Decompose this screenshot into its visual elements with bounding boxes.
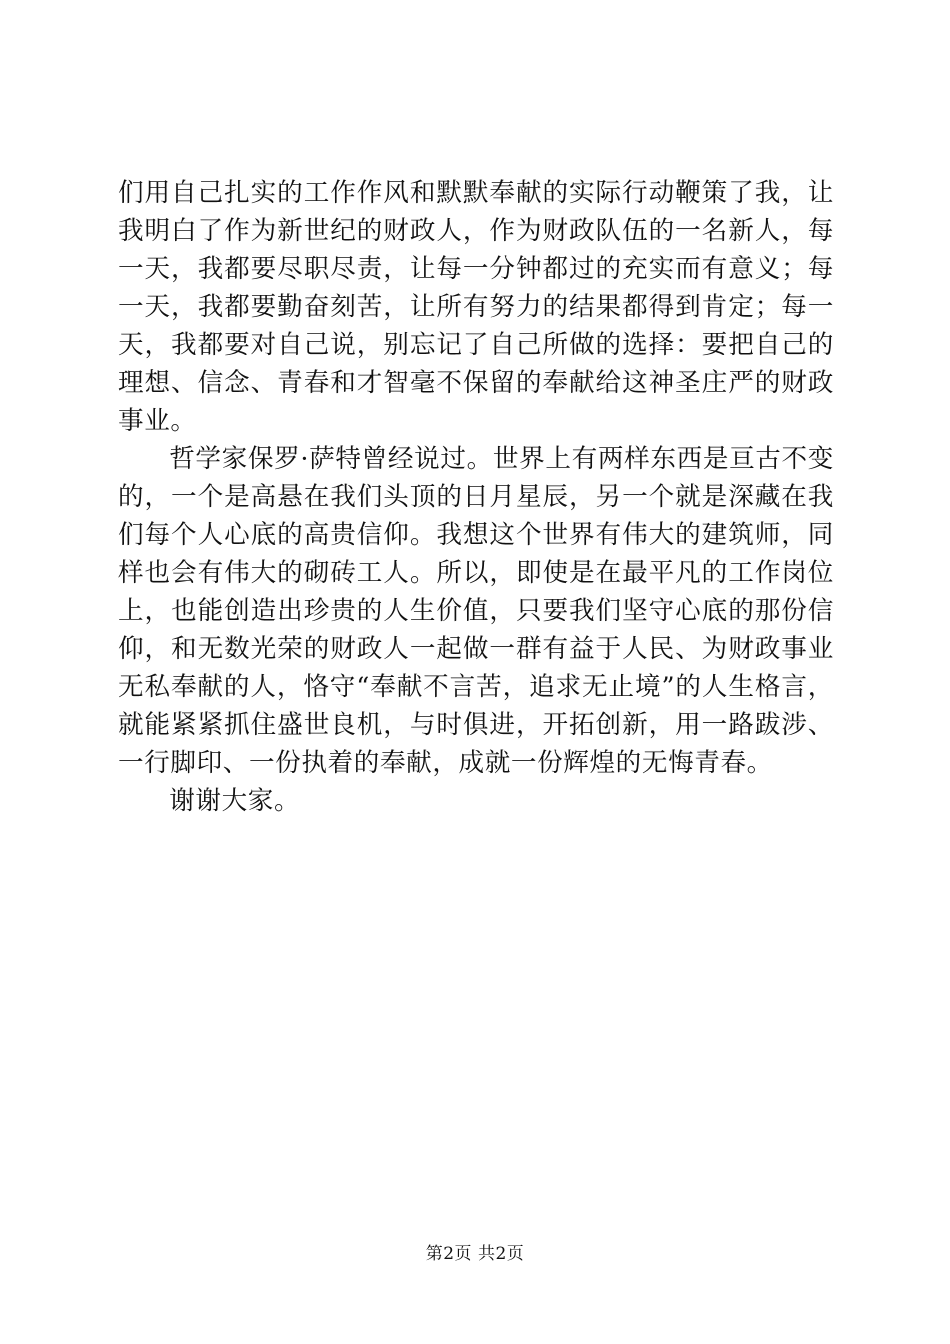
body-text	[118, 174, 834, 820]
page-footer: 第2页 共2页	[425, 1244, 525, 1264]
paragraph-2: 哲学家保罗·萨特曾经说过。世界上有两样东西是亘古不变的，一个是高悬在我们头顶的日月星辰，另一个就是深藏在我们每个人心底的高贵信仰。我想这个世界有伟大的建筑师，同样也会有伟大的砌砖工人。所以，即使是在最平凡的工作岗位上，也能创造出珍贵的人生价值，只要我们坚守心底的那份信仰，和无数光荣的财政人一起做一群有益于人民、为财政事业无私奉献的人，恪守“奉献不言苦，追求无止境”的人生格言，就能紧紧抓住盛世良机，与时俱进，开拓创新，用一路跋涉、一行脚印、一份执着的奉献，成就一份辉煌的无悔青春。	[118, 444, 834, 778]
paragraph-1: 们用自己扎实的工作作风和默默奉献的实际行动鞭策了我，让我明白了作为新世纪的财政人，作为财政队伍的一名新人，每一天，我都要尽职尽责，让每一分钟都过的充实而有意义；每一天，我都要勤奋刻苦，让所有努力的结果都得到肯定；每一天，我都要对自己说，别忘记了自己所做的选择：要把自己的理想、信念、青春和才智毫不保留的奉献给这神圣庄严的财政事业。	[118, 178, 834, 436]
paragraph-3: 谢谢大家。	[169, 786, 301, 816]
